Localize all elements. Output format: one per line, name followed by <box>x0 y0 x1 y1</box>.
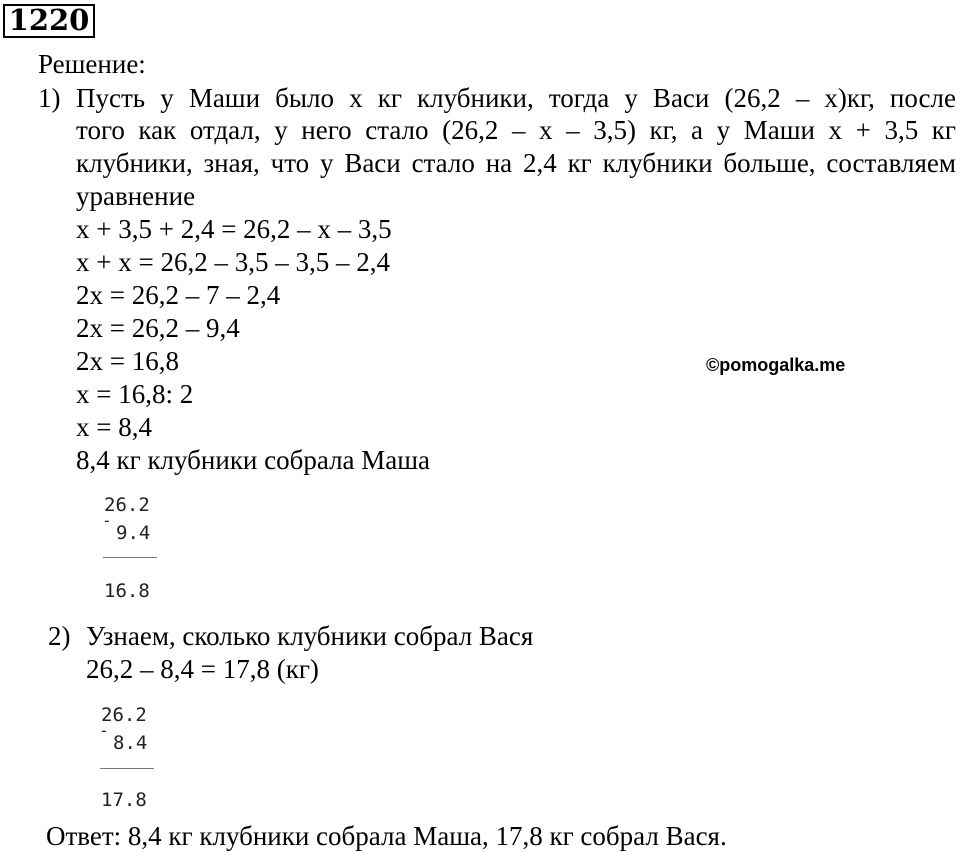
step2-number: 2) <box>48 621 71 651</box>
step1-text-line-1: Пусть у Маши было х кг клубники, тогда у Васи (26,2 – х)кг, после <box>76 83 956 113</box>
answer: Ответ: 8,4 кг клубники собрала Маша, 17,8 кг собрал Вася. <box>46 821 727 851</box>
calc2-underline <box>100 768 154 769</box>
calc2-subtrahend: 8.4 <box>113 732 148 754</box>
equation-2: х + х = 26,2 – 3,5 – 3,5 – 2,4 <box>76 247 390 277</box>
step1-text-line-2: того как отдал, у него стало (26,2 – х – 3,5) кг, а у Маши х + 3,5 кг <box>76 115 956 145</box>
equation-4: 2х = 26,2 – 9,4 <box>76 313 240 343</box>
equation-1: х + 3,5 + 2,4 = 26,2 – х – 3,5 <box>76 214 392 244</box>
calc1-result: 16.8 <box>104 580 150 602</box>
step1-text-line-4: уравнение <box>76 181 196 211</box>
step1-number: 1) <box>38 83 61 113</box>
problem-number: 1220 <box>3 4 95 38</box>
calc1-subtrahend: 9.4 <box>116 522 151 544</box>
step1-conclusion: 8,4 кг клубники собрала Маша <box>76 445 431 475</box>
solution-label: Решение: <box>38 49 146 79</box>
equation-3: 2х = 26,2 – 7 – 2,4 <box>76 280 281 310</box>
calc2-minus-sign: - <box>99 721 109 740</box>
equation-6: х = 16,8: 2 <box>76 379 194 409</box>
calc1-underline <box>103 557 157 558</box>
step2-text: Узнаем, сколько клубники собрал Вася <box>86 621 534 651</box>
calc1-minuend: 26.2 <box>104 494 150 516</box>
equation-7: х = 8,4 <box>76 412 152 442</box>
step2-equation: 26,2 – 8,4 = 17,8 (кг) <box>86 654 319 684</box>
equation-5: 2х = 16,8 <box>76 346 179 376</box>
step1-text-line-3: клубники, зная, что у Васи стало на 2,4 кг клубники больше, составляем <box>76 148 956 178</box>
calc1-minus-sign: - <box>102 511 112 530</box>
calc2-result: 17.8 <box>101 789 147 811</box>
watermark: ©pomogalka.me <box>706 355 846 375</box>
calc2-minuend: 26.2 <box>101 704 147 726</box>
